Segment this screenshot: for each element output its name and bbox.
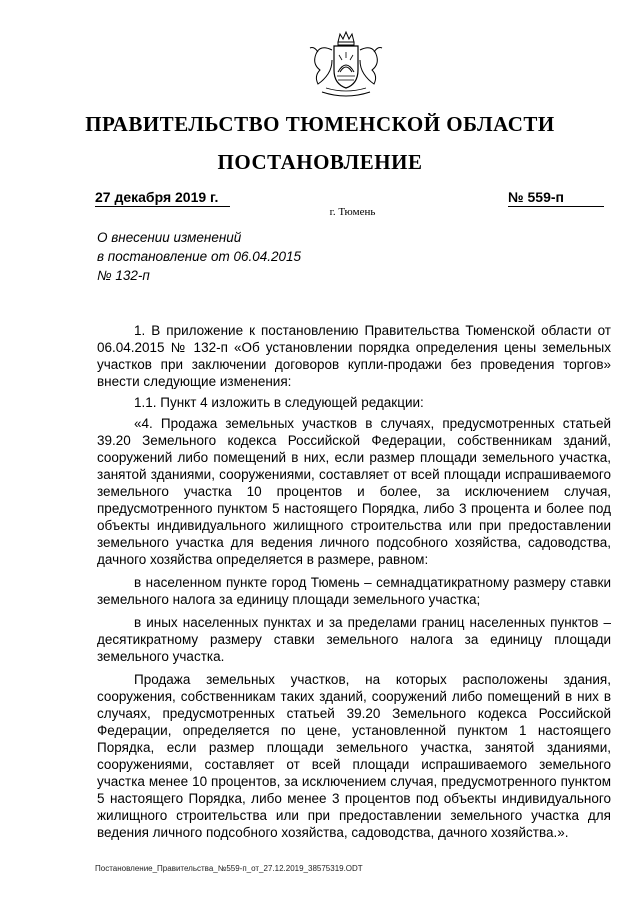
document-body [97, 322, 611, 847]
subject-line: в постановление от 06.04.2015 [97, 249, 302, 264]
government-title: ПРАВИТЕЛЬСТВО ТЮМЕНСКОЙ ОБЛАСТИ [85, 112, 555, 136]
document-city: г. Тюмень [329, 206, 376, 218]
body-paragraph: Продажа земельных участков, на которых расположены здания, сооружения, собственникам таких зданий, сооружений либо помещений в них в случаях, предусмотренных статьей 39.20 Земельного кодекса Российской Федерации, определяется по цене, установленной пунктом 1 настоящего Порядка, если размер площади земельного участка, занятой зданиями, сооружениями, составляет от всей площади испрашиваемого земельного участка менее 10 процентов, за исключением случая, предусмотренного пунктом 5 настоящего Порядка, либо менее 3 процентов под объекты индивидуального жилищного строительства или при предоставлении земельного участка для ведения личного подсобного хозяйства, садоводства, дачного хозяйства.». [97, 672, 611, 840]
body-paragraph: в населенном пункте город Тюмень – семнадцатикратному размеру ставки земельного налога за единицу площади земельного участка; [97, 575, 611, 607]
document-date: 27 декабря 2019 г. [95, 189, 230, 207]
body-paragraph: 1.1. Пункт 4 изложить в следующей редакции: [134, 395, 424, 410]
document-footer-filename: Постановление_Правительства_№559-п_от_27.12.2019_38575319.ODT [95, 864, 363, 873]
document-subject [97, 228, 397, 285]
body-paragraph: «4. Продажа земельных участков в случаях, предусмотренных статьей 39.20 Земельного кодекса Российской Федерации, собственникам зданий, сооружений либо помещений в них, если размер площади земельного участка, занятой зданиями, сооружениями, составляет от всей площади испрашиваемого земельного участка 10 процентов и более, за исключением случая, предусмотренного пунктом 5 настоящего Порядка, либо 3 процента и более под объекты индивидуального жилищного строительства или при предоставлении земельного участка для ведения личного подсобного хозяйства, садоводства, дачного хозяйства определяется в размере, равном: [97, 416, 611, 567]
body-paragraph: в иных населенных пунктах и за пределами границ населенных пунктов – десятикратному размеру ставки земельного налога за единицу площади земельного участка. [97, 615, 611, 664]
document-number: № 559-п [508, 189, 604, 207]
tyumen-oblast-coat-of-arms-icon [300, 30, 392, 102]
document-type: ПОСТАНОВЛЕНИЕ [217, 150, 423, 174]
body-paragraph: 1. В приложение к постановлению Правительства Тюменской области от 06.04.2015 № 132-п «Об установлении порядка определения цены земельных участков при заключении договоров купли-продажи без проведения торгов» внести следующие изменения: [97, 323, 611, 389]
subject-line: О внесении изменений [97, 230, 242, 245]
subject-line: № 132-п [97, 268, 150, 283]
